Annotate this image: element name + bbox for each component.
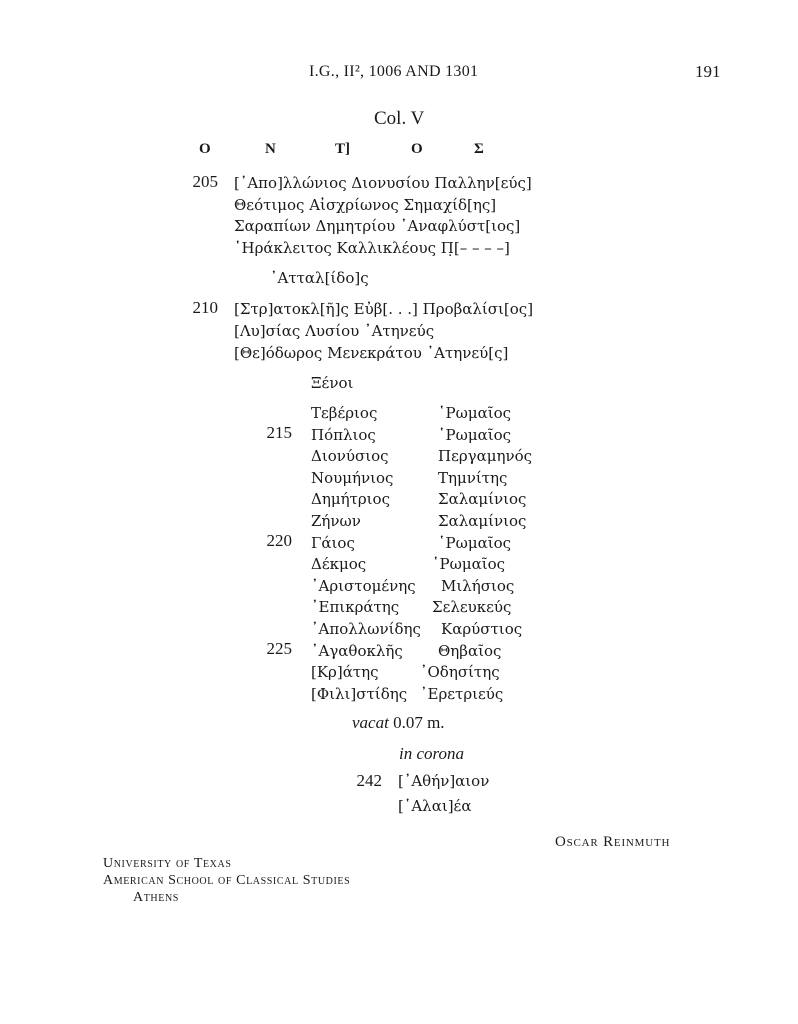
- inscription-line: [Λυ]σίας Λυσίου ᾿Ατηνεύς: [234, 322, 435, 340]
- in-corona-note: [399, 744, 464, 764]
- xenos-name: Διονύσιος: [311, 447, 389, 465]
- column-title: Col. V: [374, 108, 425, 129]
- xenos-name: ᾿Επικράτης: [311, 598, 400, 616]
- xenos-origin: ᾿Οδησίτης: [420, 663, 500, 681]
- xenoi-heading: Ξένοι: [311, 374, 354, 392]
- heading-letter: O: [199, 141, 211, 157]
- inscription-line: [Στρ]ατοκλ[ῆ]ς Εὐβ[. . .] Προβαλίσι[ος]: [234, 300, 534, 318]
- xenos-name: ᾿Απολλωνίδης: [311, 620, 421, 638]
- xenos-origin: Σελευκεύς: [432, 598, 512, 616]
- xenos-name: Ζήνων: [311, 512, 361, 530]
- inscription-line: [᾿Απο]λλώνιος Διονυσίου Παλλην[εύς]: [234, 174, 532, 192]
- xenos-origin: Θηβαῖος: [438, 642, 502, 660]
- xenos-name: Πόπλιος: [311, 426, 376, 444]
- xenos-origin: Σαλαμίνιος: [438, 512, 527, 530]
- xenos-name: ᾿Αγαθοκλῆς: [311, 642, 403, 660]
- xenos-origin: Περγαμηνός: [438, 447, 533, 465]
- vacat-word: vacat: [352, 713, 389, 732]
- inscription-line: ῾Ηράκλειτος Καλλικλέους Π̣[– – – –]: [234, 239, 510, 257]
- line-number: 225: [266, 639, 292, 658]
- xenos-origin: Καρύστιος: [441, 620, 523, 638]
- xenos-name: Νουμήνιος: [311, 469, 394, 487]
- vacat-note: [352, 713, 445, 733]
- xenos-name: [Φιλι]στίδης: [311, 685, 408, 703]
- vacat-measure: 0.07 m.: [393, 713, 445, 732]
- xenos-origin: ᾿Ερετριεύς: [420, 685, 504, 703]
- xenos-name: ᾿Αριστομένης: [311, 577, 416, 595]
- xenos-name: Δημήτριος: [311, 490, 390, 508]
- xenos-name: Τεβέριος: [311, 404, 378, 422]
- line-number: 210: [192, 298, 218, 317]
- affiliation-line: American School of Classical Studies: [103, 873, 351, 888]
- in-corona-label: in corona: [399, 744, 465, 763]
- inscription-line: Θεότιμος Αἰσχρίωνος Σημαχίδ[ης]: [234, 196, 497, 214]
- xenos-origin: ῾Ρωμαῖος: [432, 555, 506, 573]
- heading-letter: N: [265, 141, 276, 157]
- line-number: 215: [266, 423, 292, 442]
- xenos-name: Δέκμος: [311, 555, 367, 573]
- xenos-name: Γάιος: [311, 534, 355, 552]
- xenos-origin: Μιλήσιος: [441, 577, 515, 595]
- xenos-origin: ῾Ρωμαῖος: [438, 404, 512, 422]
- xenos-name: [Κρ]άτης: [311, 663, 379, 681]
- line-number: 220: [266, 531, 292, 550]
- page-number: 191: [695, 62, 721, 81]
- inscription-line: [῾Αλαι]έα: [398, 797, 472, 815]
- line-number: 205: [192, 172, 218, 191]
- heading-letter: T]: [335, 141, 350, 157]
- running-title: I.G., II², 1006 AND 1301: [309, 63, 479, 80]
- xenos-origin: Σαλαμίνιος: [438, 490, 527, 508]
- tribe-heading: ᾿Ατταλ[ίδο]ς: [270, 269, 369, 287]
- affiliation-line: Athens: [133, 890, 179, 905]
- author-name: Oscar Reinmuth: [555, 834, 671, 850]
- inscription-line: [᾿Αθήν]αιον: [398, 772, 490, 790]
- xenos-origin: ῾Ρωμαῖος: [438, 534, 512, 552]
- inscription-line: [Θε]όδωρος Μενεκράτου ᾿Ατηνεύ[ς]: [234, 344, 509, 362]
- affiliation-line: University of Texas: [103, 856, 232, 871]
- line-number: 242: [356, 771, 382, 790]
- xenos-origin: Τημνίτης: [438, 469, 508, 487]
- inscription-line: Σαραπίων Δημητρίου ᾿Αναφλύστ[ιος]: [234, 217, 521, 235]
- heading-letter: Σ: [474, 141, 484, 157]
- xenos-origin: ῾Ρωμαῖος: [438, 426, 512, 444]
- heading-letter: O: [411, 141, 423, 157]
